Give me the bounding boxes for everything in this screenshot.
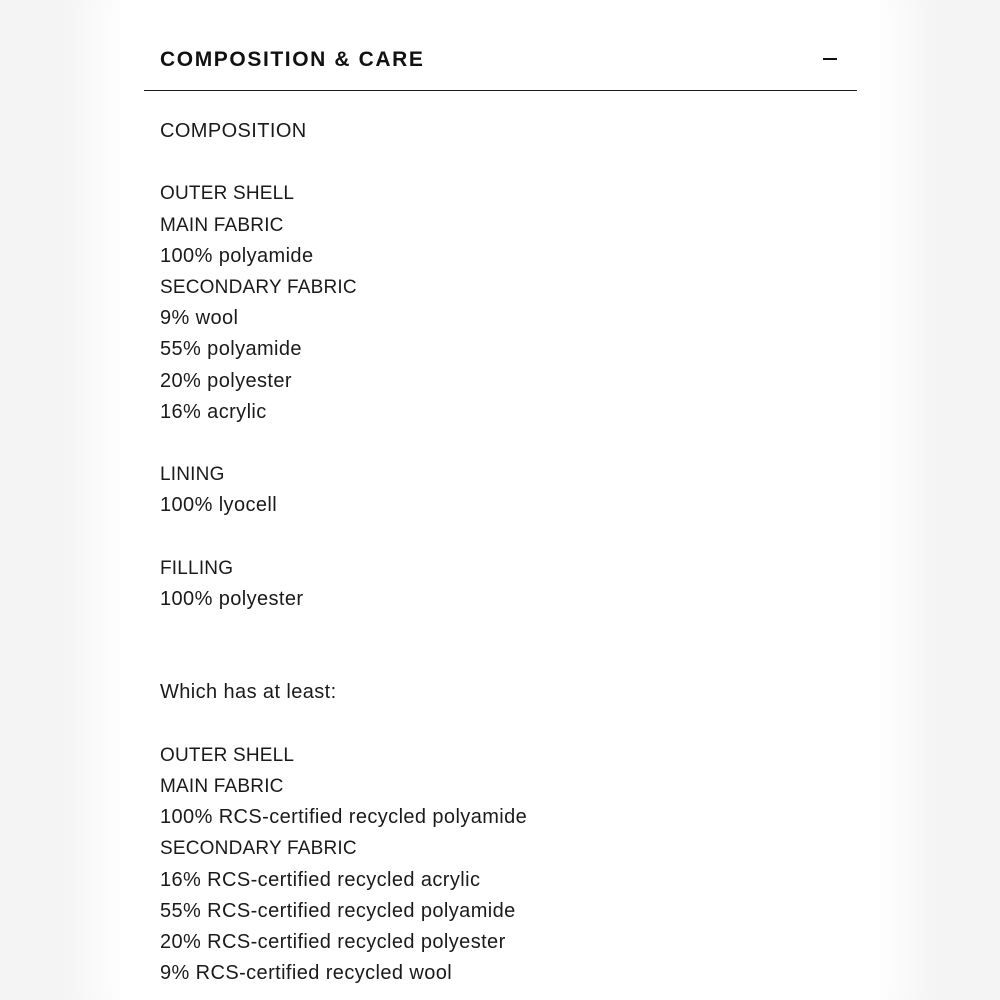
certified-main-fabric-item: 100% RCS-certified recycled polyamide bbox=[160, 806, 528, 829]
secondary-fabric-item: 16% acrylic bbox=[160, 400, 267, 423]
product-details-panel bbox=[120, 0, 880, 1000]
certified-main-fabric-label: MAIN FABRIC bbox=[160, 775, 284, 797]
secondary-fabric-label: SECONDARY FABRIC bbox=[160, 276, 357, 298]
lining-item: 100% lyocell bbox=[160, 494, 278, 517]
certified-secondary-fabric-item: 16% RCS-certified recycled acrylic bbox=[160, 868, 481, 891]
outer-shell-label: OUTER SHELL bbox=[160, 183, 295, 205]
lining-label: LINING bbox=[160, 464, 225, 486]
secondary-fabric-item: 20% polyester bbox=[160, 369, 292, 392]
certified-secondary-fabric-item: 55% RCS-certified recycled polyamide bbox=[160, 899, 516, 922]
filling-item: 100% polyester bbox=[160, 587, 304, 610]
certified-outer-shell-label: OUTER SHELL bbox=[160, 744, 295, 766]
composition-content bbox=[160, 116, 860, 989]
secondary-fabric-item: 9% wool bbox=[160, 307, 239, 330]
certified-secondary-fabric-item: 20% RCS-certified recycled polyester bbox=[160, 930, 506, 953]
certified-secondary-fabric-label: SECONDARY FABRIC bbox=[160, 838, 357, 860]
minus-icon[interactable] bbox=[823, 58, 837, 60]
filling-label: FILLING bbox=[160, 557, 234, 579]
main-fabric-item: 100% polyamide bbox=[160, 244, 314, 267]
composition-heading: COMPOSITION bbox=[160, 120, 307, 142]
secondary-fabric-item: 55% polyamide bbox=[160, 338, 302, 361]
accordion-title: COMPOSITION & CARE bbox=[160, 48, 425, 71]
certified-intro: Which has at least: bbox=[160, 681, 337, 704]
composition-care-accordion-header[interactable] bbox=[144, 0, 857, 91]
main-fabric-label: MAIN FABRIC bbox=[160, 214, 284, 236]
certified-secondary-fabric-item: 9% RCS-certified recycled wool bbox=[160, 962, 453, 985]
